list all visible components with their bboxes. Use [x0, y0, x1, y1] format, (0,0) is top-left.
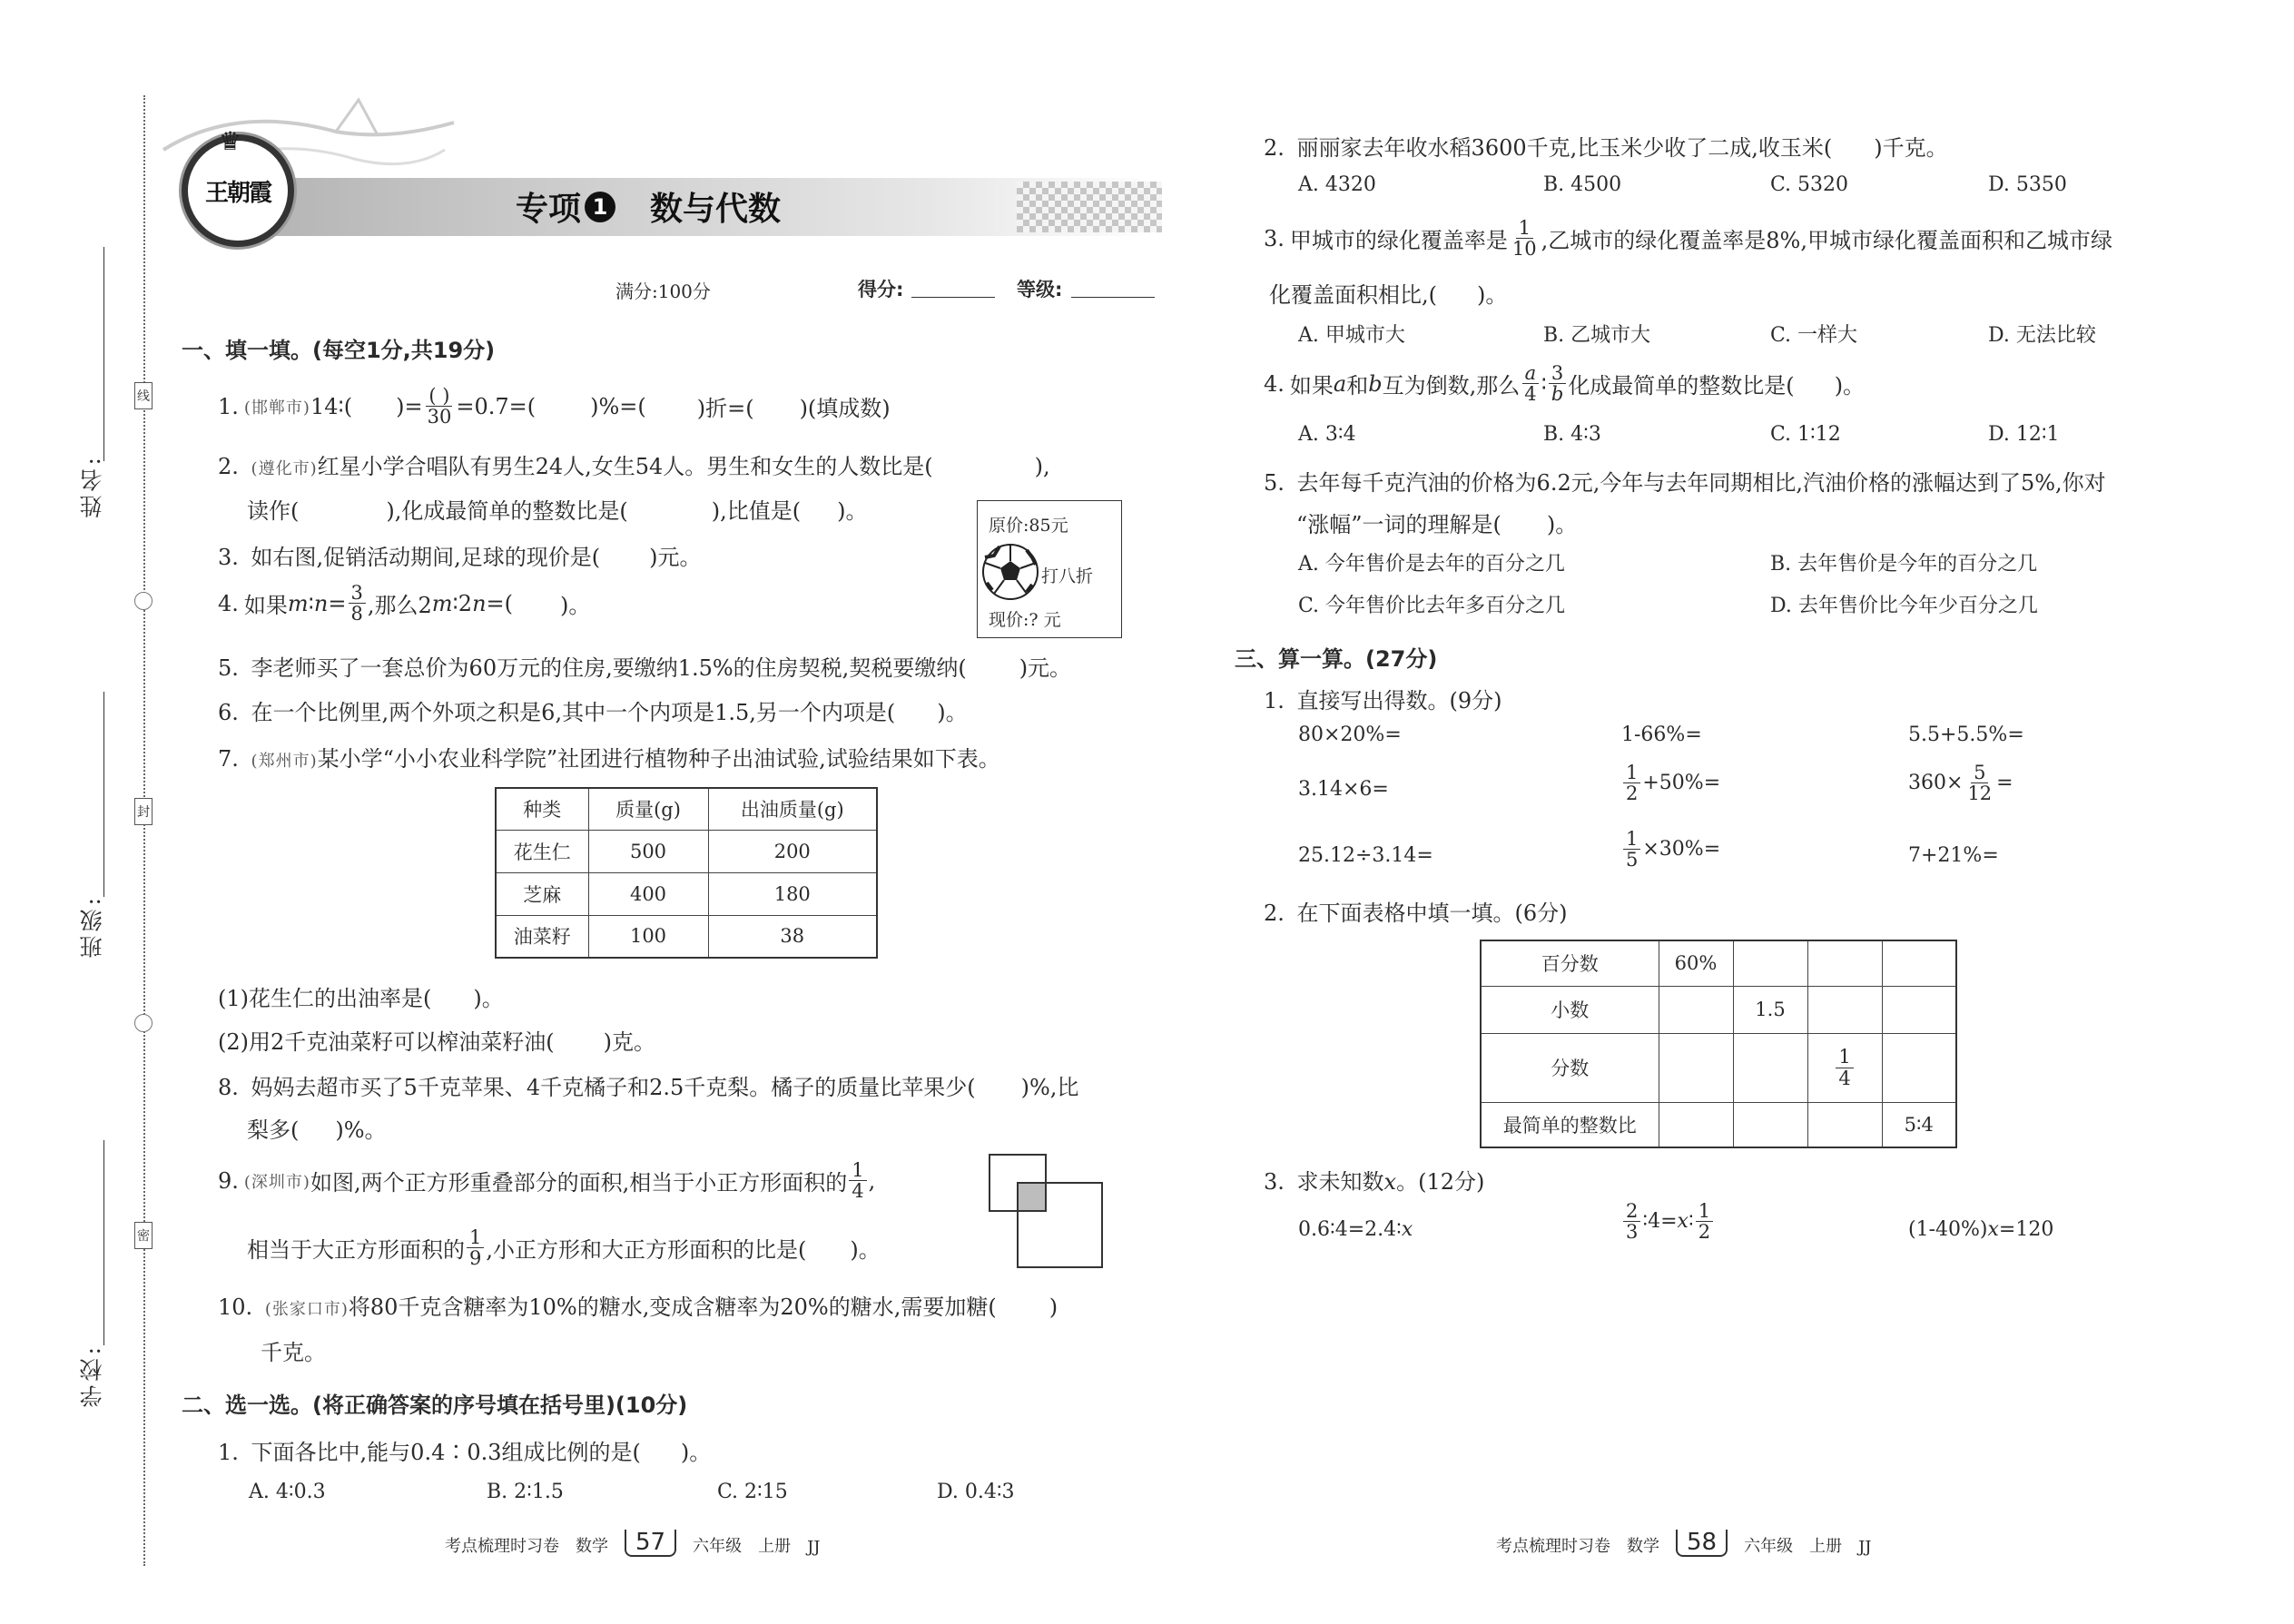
seal-char: 封 — [134, 798, 153, 825]
question-text: (2)用2千克油菜籽可以榨油菜籽油( — [218, 1029, 555, 1055]
question-text: )。 — [1477, 282, 1508, 308]
question-7-sub1 — [218, 980, 504, 1012]
question-text: , — [868, 1167, 876, 1194]
question-text: 求未知数 — [1296, 1169, 1384, 1195]
option-b[interactable]: B. 乙城市大 — [1543, 324, 1651, 347]
option-b[interactable]: B. 4∶3 — [1543, 423, 1601, 446]
question-text: )。 — [937, 700, 968, 725]
question-text: )。 — [837, 498, 868, 524]
table-header: 质量(g) — [588, 788, 708, 830]
fraction — [1521, 363, 1539, 404]
fraction-numerator: 3 — [349, 583, 366, 604]
fraction-denominator: 4 — [1524, 383, 1537, 406]
binding-hole — [134, 592, 153, 610]
question-text: 读作( — [247, 498, 300, 524]
calc-question-3 — [1264, 1164, 1484, 1196]
fraction — [1623, 829, 1640, 870]
name-label: 姓名: — [79, 454, 105, 518]
question-text: “涨幅”一词的理解是( — [1296, 512, 1501, 537]
question-text: =0.7=( — [456, 393, 537, 419]
equation-text: ∶4= — [1642, 1210, 1678, 1234]
question-text: 。(12分) — [1396, 1169, 1485, 1195]
question-text: ), — [1034, 454, 1050, 479]
soccer-ball-icon — [981, 543, 1039, 601]
checker-pattern — [1017, 182, 1162, 232]
option-d[interactable]: D. 无法比较 — [1988, 324, 2096, 347]
calc-text: 360× — [1908, 772, 1964, 795]
banner-label: 专项 — [516, 191, 582, 228]
equation-text: =120 — [1998, 1218, 2054, 1241]
dotted-cut-line — [143, 95, 145, 1566]
promo-box — [977, 500, 1122, 638]
mc-question-1 — [218, 1434, 711, 1466]
equals: = — [328, 590, 347, 616]
variable: n — [313, 590, 329, 616]
question-4 — [218, 583, 590, 624]
option-c[interactable]: C. 2∶15 — [717, 1481, 788, 1503]
table-cell — [1807, 1033, 1882, 1102]
question-text: 直接写出得数。(9分) — [1296, 688, 1502, 714]
question-8-line2 — [247, 1112, 387, 1144]
question-number: 1. — [1264, 688, 1285, 714]
class-label: 班级: — [79, 894, 105, 959]
question-text: )克。 — [603, 1029, 656, 1055]
question-text: 甲城市的绿化覆盖率是 — [1289, 228, 1508, 254]
question-text: 如图,两个正方形重叠部分的面积,相当于小正方形面积的 — [310, 1170, 848, 1196]
calc-item[interactable]: 1-66%= — [1621, 723, 1702, 746]
question-text: )。 — [560, 593, 591, 619]
question-text: 在下面表格中填一填。(6分) — [1296, 901, 1568, 926]
question-number: 10. — [218, 1294, 253, 1320]
calc-item[interactable]: 5.5+5.5%= — [1908, 723, 2024, 746]
question-text: )。 — [1546, 512, 1578, 537]
fraction-numerator: a — [1522, 363, 1540, 384]
question-text: 在一个比例里,两个外项之积是6,其中一个内项是1.5,另一个内项是( — [251, 700, 896, 725]
table-cell: 180 — [708, 872, 877, 915]
fraction-numerator: 2 — [1623, 1201, 1640, 1222]
question-text: 李老师买了一套总价为60万元的住房,要缴纳1.5%的住房契税,契税要缴纳( — [251, 655, 967, 681]
fraction-numerator: 1 — [1623, 829, 1640, 850]
table-cell-blank[interactable] — [1659, 986, 1733, 1033]
table-cell: 100 — [588, 915, 708, 958]
table-cell: 芝麻 — [496, 872, 588, 915]
calc-question-2 — [1264, 895, 1568, 927]
question-number: 6. — [218, 700, 239, 725]
page-title — [516, 183, 781, 230]
question-number: 2. — [218, 454, 239, 479]
name-field[interactable] — [103, 247, 104, 461]
section-title: 二、选一选。(将正确答案的序号填在括号里)(10分) — [182, 1393, 688, 1418]
equation[interactable] — [1298, 1218, 1413, 1241]
equation[interactable] — [1621, 1201, 1715, 1242]
table-cell: 500 — [588, 830, 708, 872]
footer-grade: 六年级 — [1744, 1537, 1794, 1556]
score-label: 得分: — [858, 279, 904, 300]
question-text: )折=( — [696, 396, 754, 422]
fraction — [467, 1227, 484, 1268]
seal-char: 密 — [134, 1222, 153, 1249]
variable: m — [287, 590, 309, 616]
crown-icon: ♛ — [219, 126, 242, 156]
question-1 — [218, 386, 891, 427]
binding-hole — [134, 1014, 153, 1032]
footer-right — [1496, 1530, 1872, 1557]
mc-question-5 — [1264, 465, 2106, 497]
equation[interactable] — [1908, 1218, 2053, 1241]
table-row — [1481, 940, 1956, 986]
section-title: 三、算一算。(27分) — [1235, 646, 1438, 672]
fraction-denominator: b — [1551, 383, 1564, 406]
calc-text: ×30%= — [1642, 838, 1721, 861]
table-cell-blank[interactable] — [1882, 1033, 1956, 1102]
option-c[interactable]: C. 1∶12 — [1770, 423, 1841, 446]
table-header: 出油质量(g) — [708, 788, 877, 830]
variable: m — [431, 590, 453, 616]
school-field[interactable] — [103, 1140, 104, 1345]
option-d[interactable]: D. 5350 — [1988, 173, 2067, 196]
question-text: 化成最简单的整数比是( — [1568, 373, 1795, 399]
table-row — [1481, 1033, 1956, 1102]
fraction-numerator: 5 — [1971, 763, 1988, 783]
question-text: 梨多( — [247, 1117, 300, 1143]
question-10-line2 — [261, 1334, 326, 1366]
colon: ∶ — [308, 590, 314, 616]
grade-field[interactable] — [1071, 297, 1155, 298]
question-text: 相当于大正方形面积的 — [247, 1237, 465, 1264]
question-text: ),比值是( — [711, 498, 802, 524]
table-cell-blank[interactable] — [1733, 1102, 1807, 1147]
question-text: 将80千克含糖率为10%的糖水,变成含糖率为20%的糖水,需要加糖( — [348, 1294, 997, 1320]
question-6 — [218, 694, 968, 726]
question-text: ,小正方形和大正方形面积的比是( — [486, 1237, 807, 1264]
table-cell: 油菜籽 — [496, 915, 588, 958]
question-number: 7. — [218, 746, 239, 772]
section-title: 一、填一填。(每空1分,共19分) — [182, 338, 496, 363]
question-text: 下面各比中,能与0.4∶0.3组成比例的是( — [251, 1440, 641, 1465]
logo-text: 王朝霞 — [204, 179, 271, 207]
banner-number: 1 — [585, 192, 615, 222]
question-text: ) — [1049, 1294, 1058, 1320]
option-c[interactable]: C. 今年售价比去年多百分之几 — [1298, 595, 1566, 617]
answer-blank[interactable] — [352, 397, 396, 417]
table-row — [496, 872, 877, 915]
footer-book: 考点梳理时习卷 — [1496, 1537, 1610, 1556]
variable: a — [1333, 370, 1347, 397]
question-text: 去年每千克汽油的价格为6.2元,今年与去年同期相比,汽油价格的涨幅达到了5%,你对 — [1296, 470, 2106, 496]
variable: b — [1368, 370, 1383, 397]
question-text: )元。 — [1019, 655, 1072, 681]
footer-subject: 数学 — [1627, 1537, 1659, 1556]
calc-text: +50%= — [1642, 772, 1721, 795]
footer-edition: JJ — [1858, 1538, 1872, 1557]
calc-item[interactable] — [1621, 829, 1720, 870]
option-a[interactable]: A. 3∶4 — [1298, 423, 1356, 446]
table-cell-blank[interactable] — [1733, 1033, 1807, 1102]
discount-label: 打八折 — [1041, 566, 1094, 586]
question-text: 丽丽家去年收水稻3600千克,比玉米少收了二成,收玉米( — [1296, 135, 1833, 161]
footer-term: 上册 — [758, 1537, 792, 1556]
question-number: 9. — [218, 1167, 239, 1194]
table-cell: 200 — [708, 830, 877, 872]
question-text: ),化成最简单的整数比是( — [386, 498, 628, 524]
footer-left — [445, 1530, 821, 1557]
table-cell: 38 — [708, 915, 877, 958]
option-b[interactable]: B. 去年售价是今年的百分之几 — [1770, 553, 2038, 576]
fraction — [849, 1160, 866, 1201]
table-cell: 花生仁 — [496, 830, 588, 872]
class-field[interactable] — [103, 692, 104, 897]
row-label: 百分数 — [1481, 940, 1659, 986]
footer-edition: JJ — [807, 1538, 821, 1557]
option-a[interactable]: A. 4∶0.3 — [249, 1481, 326, 1503]
question-text: )(填成数) — [799, 396, 891, 422]
question-10 — [218, 1289, 1058, 1321]
table-cell-blank[interactable] — [1659, 1102, 1733, 1147]
question-text: 妈妈去超市买了5千克苹果、4千克橘子和2.5千克梨。橘子的质量比苹果少( — [251, 1075, 976, 1100]
overlapping-squares-figure — [988, 1153, 1110, 1275]
school-label: 学校: — [79, 1343, 105, 1408]
variable: x — [1987, 1218, 1999, 1241]
fraction — [349, 583, 366, 624]
fraction-denominator: 9 — [469, 1247, 482, 1270]
fraction-denominator: 2 — [1626, 782, 1639, 805]
equation-text: 0.6∶4=2.4∶ — [1298, 1218, 1402, 1241]
fraction-denominator: 8 — [350, 603, 363, 625]
calc-item[interactable]: 80×20%= — [1298, 723, 1402, 746]
question-number: 2. — [1264, 901, 1285, 926]
grade-label: 等级: — [1017, 279, 1063, 300]
fraction-numerator: 1 — [467, 1227, 484, 1248]
question-text: )。 — [473, 986, 504, 1011]
variable: x — [1401, 1218, 1413, 1241]
option-d[interactable]: D. 12∶1 — [1988, 423, 2060, 446]
conversion-table — [1480, 940, 1957, 1148]
variable: x — [1677, 1210, 1689, 1234]
question-text: 红星小学合唱队有男生24人,女生54人。男生和女生的人数比是( — [317, 454, 933, 479]
table-cell: 60% — [1659, 940, 1733, 986]
calc-item[interactable]: 7+21%= — [1908, 844, 1999, 867]
question-text: )。 — [850, 1237, 881, 1264]
banner-subject: 数与代数 — [650, 191, 782, 228]
question-text: )。 — [1834, 373, 1866, 399]
table-cell-blank[interactable] — [1807, 940, 1882, 986]
question-8 — [218, 1069, 1078, 1101]
variable: n — [472, 590, 487, 616]
footer-book: 考点梳理时习卷 — [445, 1537, 559, 1556]
table-row — [1481, 986, 1956, 1033]
table-cell: 1.5 — [1733, 986, 1807, 1033]
seal-char: 线 — [134, 382, 153, 409]
question-number: 3. — [1264, 1169, 1285, 1195]
table-cell-blank[interactable] — [1882, 986, 1956, 1033]
question-2-line2 — [247, 493, 867, 525]
question-text: 化覆盖面积相比,( — [1269, 282, 1437, 308]
fraction-denominator: 30 — [427, 406, 452, 428]
question-text: )千克。 — [1874, 135, 1948, 161]
option-d[interactable]: D. 0.4∶3 — [937, 1481, 1015, 1503]
question-text: 和 — [1346, 373, 1369, 399]
mc-question-2 — [1264, 130, 1948, 162]
fraction-denominator: 5 — [1626, 849, 1639, 871]
calc-question-1 — [1264, 683, 1502, 714]
question-text: 某小学“小小农业科学院”社团进行植物种子出油试验,试验结果如下表。 — [317, 746, 1000, 772]
fraction-denominator: 2 — [1698, 1221, 1711, 1244]
question-text: ,那么2 — [367, 593, 432, 619]
question-number: 5. — [1264, 470, 1285, 496]
question-text: )%,比 — [1020, 1075, 1079, 1100]
row-label: 最简单的整数比 — [1481, 1102, 1659, 1147]
question-text: 如果 — [1289, 373, 1334, 399]
variable: x — [1383, 1169, 1397, 1195]
score-field[interactable] — [911, 297, 995, 298]
question-7 — [218, 741, 1000, 773]
calc-item[interactable]: 3.14×6= — [1298, 778, 1389, 801]
question-number: 2. — [1264, 135, 1285, 161]
question-text: 互为倒数,那么 — [1382, 373, 1521, 399]
fraction-denominator: 10 — [1511, 238, 1537, 261]
option-b[interactable]: B. 4500 — [1543, 173, 1622, 196]
row-label: 小数 — [1481, 986, 1659, 1033]
question-text: )。 — [680, 1440, 712, 1465]
mc-question-5-line2 — [1296, 507, 1577, 538]
option-c[interactable]: C. 5320 — [1770, 173, 1849, 196]
option-c[interactable]: C. 一样大 — [1770, 324, 1858, 347]
fraction — [1836, 1047, 1853, 1088]
question-text: 如右图,促销活动期间,足球的现价是( — [251, 545, 601, 570]
mc-question-4 — [1264, 363, 1865, 404]
option-d[interactable]: D. 去年售价比今年少百分之几 — [1770, 595, 2038, 617]
fraction-numerator: 1 — [849, 1160, 866, 1181]
question-number: 4. — [218, 590, 239, 616]
page-number: 58 — [1676, 1530, 1728, 1557]
question-number: 4. — [1264, 370, 1285, 397]
calc-item[interactable] — [1621, 763, 1720, 803]
question-5 — [218, 650, 1071, 682]
fraction — [1623, 1201, 1640, 1242]
table-row — [496, 915, 877, 958]
equation-text: (1-40%) — [1908, 1218, 1988, 1241]
fraction-numerator: 3 — [1549, 363, 1566, 384]
fraction-denominator: 4 — [1838, 1067, 1851, 1089]
footer-grade: 六年级 — [693, 1537, 743, 1556]
table-header-row — [496, 788, 877, 830]
fraction — [1696, 1201, 1713, 1242]
logo-badge — [182, 126, 294, 247]
table-cell-blank[interactable] — [1733, 940, 1807, 986]
option-a[interactable]: A. 4320 — [1298, 173, 1376, 196]
fraction-denominator: 12 — [1967, 782, 1993, 805]
question-text: 14∶( — [310, 393, 353, 419]
question-text: ,乙城市的绿化覆盖率是8%,甲城市绿化覆盖面积和乙城市绿 — [1541, 228, 2112, 254]
table-cell-blank[interactable] — [1807, 1102, 1882, 1147]
fraction — [1510, 218, 1540, 259]
fraction-numerator[interactable]: ( ) — [426, 386, 452, 407]
original-price: 原价:85元 — [989, 516, 1068, 536]
question-text: )%=( — [590, 393, 646, 419]
question-text: (1)花生仁的出油率是( — [218, 986, 432, 1011]
mc-question-3-line2 — [1269, 277, 1507, 309]
question-number: 1. — [218, 1440, 239, 1465]
question-text: )= — [396, 393, 423, 419]
row-label: 分数 — [1481, 1033, 1659, 1102]
question-number: 1. — [218, 393, 239, 419]
city-tag: (郑州市) — [251, 752, 318, 771]
calc-item[interactable] — [1908, 763, 2013, 803]
fraction-denominator: 3 — [1626, 1221, 1639, 1244]
question-2 — [218, 448, 1050, 480]
table-cell-blank[interactable] — [1807, 986, 1882, 1033]
question-text: ∶2 — [452, 590, 473, 616]
city-tag: (邯郸市) — [243, 398, 310, 418]
table-row — [1481, 1102, 1956, 1147]
fraction — [425, 386, 455, 427]
table-cell-blank[interactable] — [1882, 940, 1956, 986]
fraction-numerator: 1 — [1696, 1201, 1713, 1222]
fraction — [1623, 763, 1640, 803]
question-text: 千克。 — [261, 1340, 326, 1365]
fraction-numerator: 1 — [1836, 1047, 1853, 1068]
table-row — [496, 830, 877, 872]
question-number: 5. — [218, 655, 239, 681]
question-text: )元。 — [649, 545, 702, 570]
question-number: 8. — [218, 1075, 239, 1100]
fraction-numerator: 1 — [1516, 218, 1533, 239]
colon: ∶ — [1541, 370, 1547, 397]
mc-question-3 — [1264, 218, 2112, 259]
option-a[interactable]: A. 甲城市大 — [1298, 324, 1405, 347]
colon: ∶ — [1688, 1210, 1694, 1234]
question-9 — [218, 1160, 875, 1201]
option-a[interactable]: A. 今年售价是去年的百分之几 — [1298, 553, 1565, 576]
calc-item[interactable]: 25.12÷3.14= — [1298, 844, 1433, 867]
footer-term: 上册 — [1809, 1537, 1843, 1556]
table-cell: 400 — [588, 872, 708, 915]
page-number: 57 — [625, 1530, 676, 1557]
fraction — [1549, 363, 1566, 404]
calc-text: = — [1996, 772, 2013, 795]
question-9-line2 — [247, 1227, 881, 1268]
city-tag: (遵化市) — [251, 459, 318, 478]
question-7-sub2 — [218, 1024, 655, 1056]
city-tag: (张家口市) — [264, 1300, 349, 1319]
fraction-numerator: 1 — [1623, 763, 1640, 783]
option-b[interactable]: B. 2∶1.5 — [487, 1481, 564, 1503]
question-3 — [218, 539, 702, 571]
fraction — [1964, 763, 1994, 803]
full-score: 满分:100分 — [615, 281, 711, 302]
question-text: =( — [486, 590, 514, 616]
city-tag: (深圳市) — [243, 1172, 310, 1192]
oil-yield-table — [495, 787, 878, 959]
question-text: 如果 — [243, 593, 288, 619]
table-cell: 5∶4 — [1882, 1102, 1956, 1147]
footer-subject: 数学 — [576, 1537, 608, 1556]
table-header: 种类 — [496, 788, 588, 830]
table-cell-blank[interactable] — [1659, 1033, 1733, 1102]
fraction-denominator: 4 — [852, 1180, 864, 1203]
question-number: 3. — [218, 545, 239, 570]
question-number: 3. — [1264, 225, 1285, 251]
current-price: 现价:? 元 — [989, 610, 1061, 630]
question-text: )%。 — [335, 1117, 387, 1143]
